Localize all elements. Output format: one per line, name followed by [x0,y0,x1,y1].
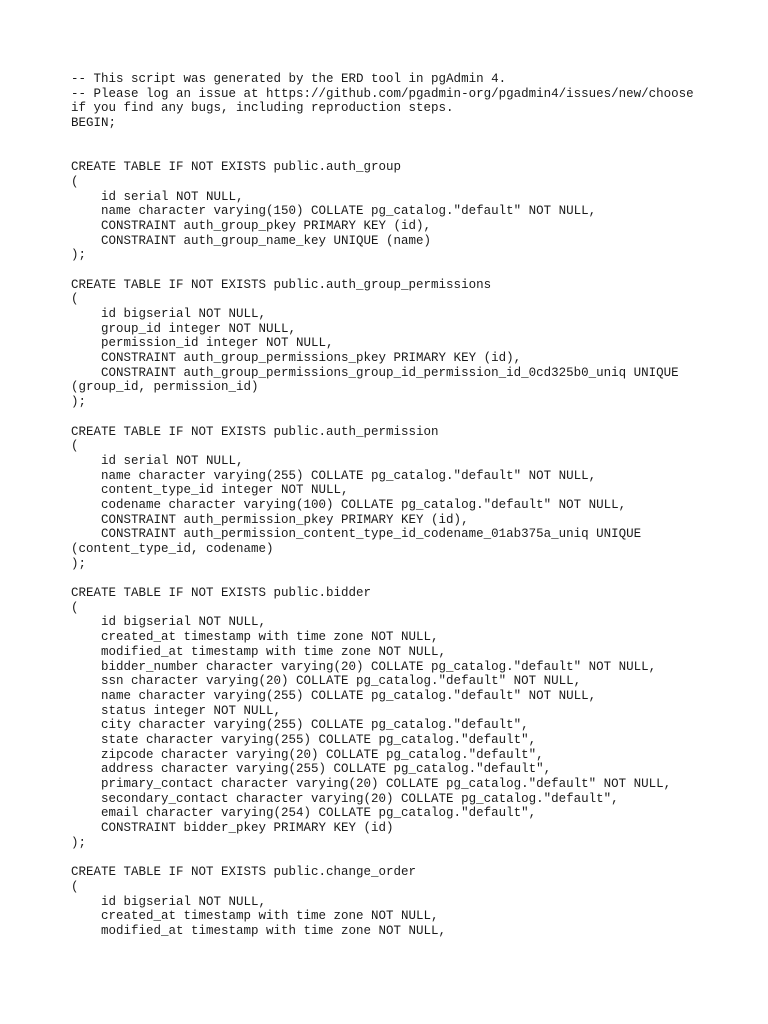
code-line: bidder_number character varying(20) COLLATE pg_catalog."default" NOT NULL, [71,659,657,674]
code-line: state character varying(255) COLLATE pg_catalog."default", [71,732,537,747]
code-line: id bigserial NOT NULL, [71,615,267,630]
code-line [71,571,751,586]
code-line: zipcode character varying(20) COLLATE pg_catalog."default", [71,747,544,762]
code-line: status integer NOT NULL, [71,703,282,718]
code-line: group_id integer NOT NULL, [71,321,297,336]
code-line: CONSTRAINT auth_group_permissions_group_id_permission_id_0cd325b0_uniq UNIQUE [71,365,679,380]
code-line: (content_type_id, codename) [71,542,274,556]
code-line: BEGIN; [71,116,117,131]
code-line: ssn character varying(20) COLLATE pg_catalog."default" NOT NULL, [71,674,582,689]
code-line [71,410,751,425]
code-line: -- Please log an issue at https://github.com/pgadmin-org/pgadmin4/issues/new/choose [71,86,694,101]
code-line: CONSTRAINT auth_group_name_key UNIQUE (name) [71,233,432,248]
code-line [71,145,751,160]
code-line: created_at timestamp with time zone NOT NULL, [71,630,439,645]
code-line [71,850,751,865]
code-line: primary_contact character varying(20) COLLATE pg_catalog."default" NOT NULL, [71,777,672,791]
code-line: id bigserial NOT NULL, [71,894,267,909]
code-line: CREATE TABLE IF NOT EXISTS public.auth_permission [71,424,439,439]
code-line: email character varying(254) COLLATE pg_catalog."default", [71,806,537,821]
code-line: modified_at timestamp with time zone NOT NULL, [71,644,447,659]
code-line: ( [71,174,79,189]
code-line: ( [71,292,79,307]
code-line: ( [71,600,79,615]
code-line: CREATE TABLE IF NOT EXISTS public.auth_group_permissions [71,277,492,292]
sql-script [71,72,751,939]
code-line [71,263,751,278]
code-line: ( [71,439,79,454]
code-line: CREATE TABLE IF NOT EXISTS public.change_order [71,865,417,880]
code-line: CONSTRAINT bidder_pkey PRIMARY KEY (id) [71,821,394,836]
code-line: CONSTRAINT auth_group_pkey PRIMARY KEY (id), [71,218,432,233]
code-line: ); [71,248,87,263]
code-line: codename character varying(100) COLLATE pg_catalog."default" NOT NULL, [71,497,627,512]
code-line: address character varying(255) COLLATE pg_catalog."default", [71,762,552,777]
code-line: CONSTRAINT auth_permission_pkey PRIMARY KEY (id), [71,512,469,527]
code-line: content_type_id integer NOT NULL, [71,483,349,498]
code-line: id serial NOT NULL, [71,189,244,204]
code-line: ); [71,835,87,850]
code-line: city character varying(255) COLLATE pg_catalog."default", [71,718,529,733]
code-line: id serial NOT NULL, [71,453,244,468]
code-line: id bigserial NOT NULL, [71,307,267,321]
code-line: name character varying(255) COLLATE pg_catalog."default" NOT NULL, [71,468,597,483]
code-line: -- This script was generated by the ERD tool in pgAdmin 4. [71,72,507,86]
code-line: CREATE TABLE IF NOT EXISTS public.auth_group [71,160,402,175]
code-line: (group_id, permission_id) [71,380,259,395]
code-line: ); [71,556,87,571]
code-line: CONSTRAINT auth_group_permissions_pkey PRIMARY KEY (id), [71,351,522,366]
code-line: ); [71,395,87,410]
code-line: created_at timestamp with time zone NOT NULL, [71,909,439,924]
code-line: CREATE TABLE IF NOT EXISTS public.bidder [71,586,372,601]
code-line: CONSTRAINT auth_permission_content_type_id_codename_01ab375a_uniq UNIQUE [71,527,642,542]
code-line: modified_at timestamp with time zone NOT NULL, [71,923,447,938]
code-line: if you find any bugs, including reproduction steps. [71,101,454,116]
code-line [71,131,751,146]
code-line: name character varying(255) COLLATE pg_catalog."default" NOT NULL, [71,688,597,703]
code-line: permission_id integer NOT NULL, [71,336,334,351]
code-line: ( [71,879,79,894]
code-line: name character varying(150) COLLATE pg_catalog."default" NOT NULL, [71,204,597,219]
code-line: secondary_contact character varying(20) COLLATE pg_catalog."default", [71,791,619,806]
